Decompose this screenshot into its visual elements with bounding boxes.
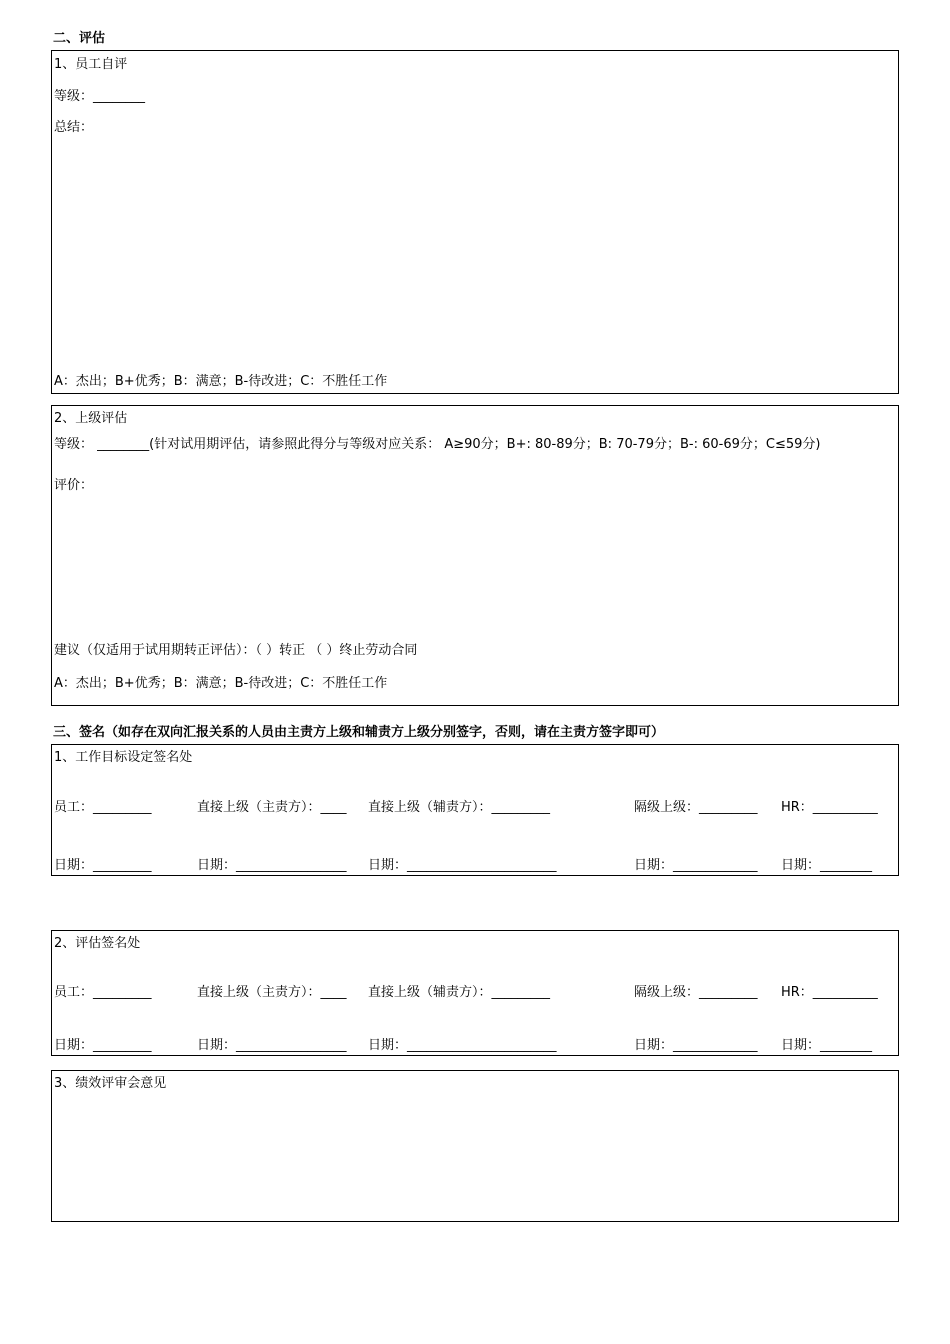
self-eval-grade-legend: A：杰出；B+优秀；B：满意；B-待改进；C：不胜任工作 (54, 374, 388, 389)
goal-sign-hr-field[interactable]: HR：__________ (781, 800, 878, 815)
goal-sign-date-manager-aux[interactable]: 日期：_______________________ (368, 858, 557, 873)
eval-sign-date-employee[interactable]: 日期：_________ (54, 1038, 152, 1053)
goal-sign-date-employee[interactable]: 日期：_________ (54, 858, 152, 873)
eval-sign-date-hr[interactable]: 日期：________ (781, 1038, 873, 1053)
manager-eval-grade-field[interactable]: 等级： ________(针对试用期评估，请参照此得分与等级对应关系： A≥90分；B+: 80-89分；B: 70-79分；B-: 60-69分；C≤59分) (54, 437, 821, 452)
goal-sign-manager-main-field[interactable]: 直接上级（主责方）：____ (197, 800, 347, 815)
eval-sign-skip-manager-field[interactable]: 隔级上级：_________ (634, 985, 758, 1000)
manager-evaluation-box (51, 405, 899, 706)
goal-sign-date-skip-manager[interactable]: 日期：_____________ (634, 858, 758, 873)
eval-sign-manager-main-field[interactable]: 直接上级（主责方）：____ (197, 985, 347, 1000)
eval-sign-box (51, 930, 899, 1056)
manager-eval-grade-legend: A：杰出；B+优秀；B：满意；B-待改进；C：不胜任工作 (54, 676, 388, 691)
section-title-evaluation: 二、评估 (53, 31, 106, 46)
eval-sign-date-skip-manager[interactable]: 日期：_____________ (634, 1038, 758, 1053)
self-eval-grade-field[interactable]: 等级：________ (54, 89, 146, 104)
goal-sign-title: 1、工作目标设定签名处 (54, 750, 193, 765)
manager-eval-title: 2、上级评估 (54, 411, 128, 426)
eval-sign-date-manager-aux[interactable]: 日期：_______________________ (368, 1038, 557, 1053)
goal-sign-box (51, 744, 899, 876)
goal-sign-date-hr[interactable]: 日期：________ (781, 858, 873, 873)
manager-eval-comment-label: 评价： (54, 478, 94, 493)
eval-sign-manager-aux-field[interactable]: 直接上级（辅责方）：_________ (368, 985, 551, 1000)
self-eval-summary-label: 总结： (54, 120, 94, 135)
eval-sign-date-manager-main[interactable]: 日期：_________________ (197, 1038, 347, 1053)
eval-sign-hr-field[interactable]: HR：__________ (781, 985, 878, 1000)
goal-sign-date-manager-main[interactable]: 日期：_________________ (197, 858, 347, 873)
manager-eval-suggestion[interactable]: 建议（仅适用于试用期转正评估）：（ ）转正 （ ）终止劳动合同 (54, 643, 418, 658)
eval-sign-title: 2、评估签名处 (54, 936, 141, 951)
self-evaluation-box (51, 50, 899, 394)
goal-sign-employee-field[interactable]: 员工：_________ (54, 800, 152, 815)
section-title-signature: 三、签名（如存在双向汇报关系的人员由主责方上级和辅责方上级分别签字，否则，请在主责方签字即可） (53, 725, 665, 740)
eval-sign-employee-field[interactable]: 员工：_________ (54, 985, 152, 1000)
review-opinion-box[interactable] (51, 1070, 899, 1222)
goal-sign-manager-aux-field[interactable]: 直接上级（辅责方）：_________ (368, 800, 551, 815)
goal-sign-skip-manager-field[interactable]: 隔级上级：_________ (634, 800, 758, 815)
review-opinion-title: 3、绩效评审会意见 (54, 1076, 167, 1091)
self-eval-title: 1、员工自评 (54, 57, 128, 72)
